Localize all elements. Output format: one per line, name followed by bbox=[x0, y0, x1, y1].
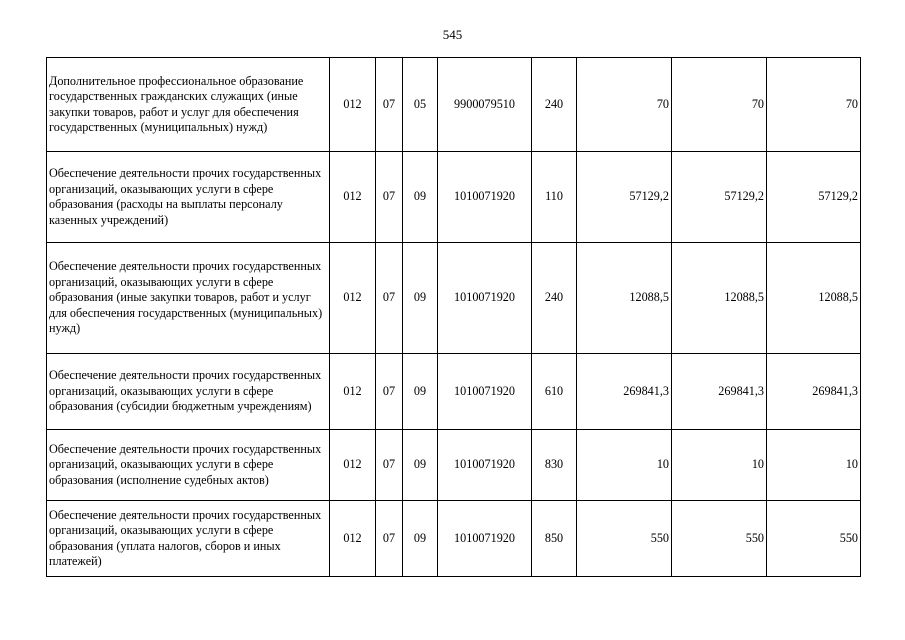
amount-year-3: 57129,2 bbox=[767, 152, 861, 243]
table-row bbox=[47, 354, 861, 430]
expense-type-code: 830 bbox=[532, 430, 577, 501]
budget-table bbox=[46, 57, 861, 577]
ministry-code: 012 bbox=[330, 430, 376, 501]
row-description: Обеспечение деятельности прочих государственных организаций, оказывающих услуги в сфере образования (уплата налогов, сборов и иных платежей) bbox=[47, 501, 330, 577]
ministry-code: 012 bbox=[330, 501, 376, 577]
amount-year-1: 12088,5 bbox=[577, 243, 672, 354]
section-code: 07 bbox=[376, 430, 403, 501]
amount-year-1: 269841,3 bbox=[577, 354, 672, 430]
ministry-code: 012 bbox=[330, 354, 376, 430]
amount-year-2: 57129,2 bbox=[672, 152, 767, 243]
amount-year-3: 10 bbox=[767, 430, 861, 501]
amount-year-1: 10 bbox=[577, 430, 672, 501]
amount-year-2: 10 bbox=[672, 430, 767, 501]
target-article-code: 1010071920 bbox=[438, 430, 532, 501]
row-description: Дополнительное профессиональное образование государственных гражданских служащих (иные закупки товаров, работ и услуг для обеспечения государственных (муниципальных) нужд) bbox=[47, 58, 330, 152]
target-article-code: 1010071920 bbox=[438, 501, 532, 577]
section-code: 07 bbox=[376, 152, 403, 243]
expense-type-code: 610 bbox=[532, 354, 577, 430]
subsection-code: 09 bbox=[403, 430, 438, 501]
target-article-code: 1010071920 bbox=[438, 152, 532, 243]
page-number: 545 bbox=[442, 27, 463, 42]
section-code: 07 bbox=[376, 501, 403, 577]
expense-type-code: 850 bbox=[532, 501, 577, 577]
amount-year-2: 550 bbox=[672, 501, 767, 577]
table-row bbox=[47, 152, 861, 243]
amount-year-3: 269841,3 bbox=[767, 354, 861, 430]
row-description: Обеспечение деятельности прочих государственных организаций, оказывающих услуги в сфере образования (расходы на выплаты персоналу казенных учреждений) bbox=[47, 152, 330, 243]
amount-year-2: 70 bbox=[672, 58, 767, 152]
row-description: Обеспечение деятельности прочих государственных организаций, оказывающих услуги в сфере образования (субсидии бюджетным учреждениям) bbox=[47, 354, 330, 430]
subsection-code: 09 bbox=[403, 354, 438, 430]
table-row bbox=[47, 243, 861, 354]
target-article-code: 1010071920 bbox=[438, 354, 532, 430]
subsection-code: 05 bbox=[403, 58, 438, 152]
table-row bbox=[47, 430, 861, 501]
target-article-code: 1010071920 bbox=[438, 243, 532, 354]
ministry-code: 012 bbox=[330, 58, 376, 152]
table-row bbox=[47, 501, 861, 577]
ministry-code: 012 bbox=[330, 243, 376, 354]
subsection-code: 09 bbox=[403, 152, 438, 243]
expense-type-code: 240 bbox=[532, 58, 577, 152]
subsection-code: 09 bbox=[403, 243, 438, 354]
amount-year-1: 550 bbox=[577, 501, 672, 577]
amount-year-3: 12088,5 bbox=[767, 243, 861, 354]
expense-type-code: 110 bbox=[532, 152, 577, 243]
ministry-code: 012 bbox=[330, 152, 376, 243]
section-code: 07 bbox=[376, 354, 403, 430]
amount-year-1: 70 bbox=[577, 58, 672, 152]
table-row bbox=[47, 58, 861, 152]
amount-year-1: 57129,2 bbox=[577, 152, 672, 243]
amount-year-2: 269841,3 bbox=[672, 354, 767, 430]
target-article-code: 9900079510 bbox=[438, 58, 532, 152]
section-code: 07 bbox=[376, 58, 403, 152]
row-description: Обеспечение деятельности прочих государственных организаций, оказывающих услуги в сфере образования (исполнение судебных актов) bbox=[47, 430, 330, 501]
expense-type-code: 240 bbox=[532, 243, 577, 354]
amount-year-3: 70 bbox=[767, 58, 861, 152]
amount-year-2: 12088,5 bbox=[672, 243, 767, 354]
section-code: 07 bbox=[376, 243, 403, 354]
amount-year-3: 550 bbox=[767, 501, 861, 577]
subsection-code: 09 bbox=[403, 501, 438, 577]
row-description: Обеспечение деятельности прочих государственных организаций, оказывающих услуги в сфере образования (иные закупки товаров, работ и услуг для обеспечения государственных (муниципальных) нужд) bbox=[47, 243, 330, 354]
